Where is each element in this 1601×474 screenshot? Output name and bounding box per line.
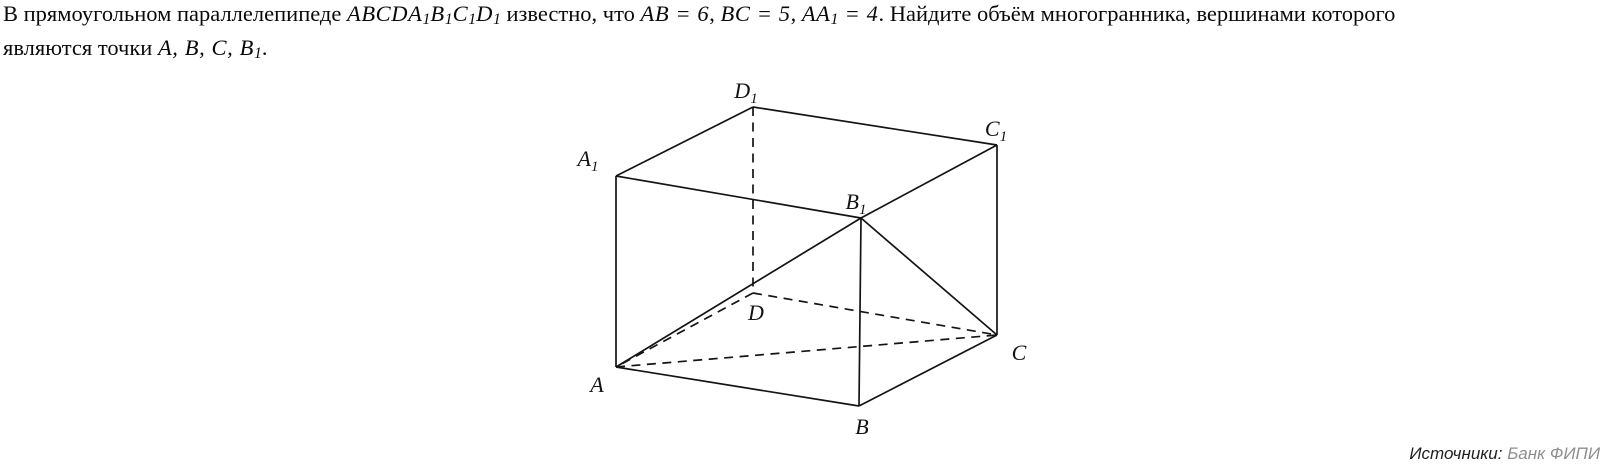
math-solid-name: D [476, 1, 493, 26]
edge-B1-A1 [616, 176, 861, 218]
math-subscript: 1 [444, 10, 453, 28]
source-link[interactable]: Банк ФИПИ [1507, 444, 1600, 463]
edge-A-C [616, 335, 997, 367]
edge-A-B [616, 367, 859, 406]
problem-text: В прямоугольном параллелепипеде [3, 1, 347, 26]
math-solid-name: C [452, 1, 469, 26]
problem-text: . [261, 34, 268, 60]
vertex-label-A: A [590, 372, 604, 397]
math-points-list: A, B, C, B [157, 34, 254, 60]
problem-text: , [790, 1, 802, 26]
edge-D-A [616, 293, 753, 367]
problem-text: , [709, 1, 721, 26]
vertex-label-D1: $D_1$ [734, 78, 758, 107]
vertex-label-B: B [855, 414, 869, 439]
problem-text: являются точки [3, 34, 158, 60]
math-given-AA1: AA [801, 1, 831, 26]
edge-A1-D1 [616, 107, 753, 176]
edge-C-B1 [861, 218, 997, 335]
math-subscript: 1 [492, 10, 501, 28]
vertex-label-A1: $A_1$ [577, 146, 599, 175]
math-given-AA1-value: = 4 [838, 1, 879, 26]
edge-C1-B1 [861, 145, 997, 218]
math-given-AB: AB = 6 [640, 1, 710, 26]
edge-D-C [753, 293, 997, 335]
problem-text: известно, что [500, 1, 641, 26]
vertex-label-D: D [748, 300, 764, 325]
math-solid-name: ABCDA [346, 1, 423, 26]
math-subscript: 1 [830, 10, 839, 28]
source-label: Источники: [1409, 444, 1503, 463]
math-solid-name: B [430, 1, 445, 26]
vertex-label-B1: $B_1$ [845, 189, 867, 218]
edge-A-B1 [616, 218, 861, 367]
vertex-label-C: C [1011, 340, 1027, 365]
edge-D1-C1 [753, 107, 997, 145]
vertex-label-C1: $C_1$ [984, 116, 1008, 145]
math-given-BC: BC = 5 [720, 1, 791, 26]
math-subscript: 1 [468, 10, 477, 28]
problem-text: . Найдите объём многогранника, вершинами которого [878, 1, 1396, 26]
math-subscript: 1 [253, 44, 262, 62]
math-subscript: 1 [422, 10, 431, 28]
source-line [1409, 444, 1600, 464]
